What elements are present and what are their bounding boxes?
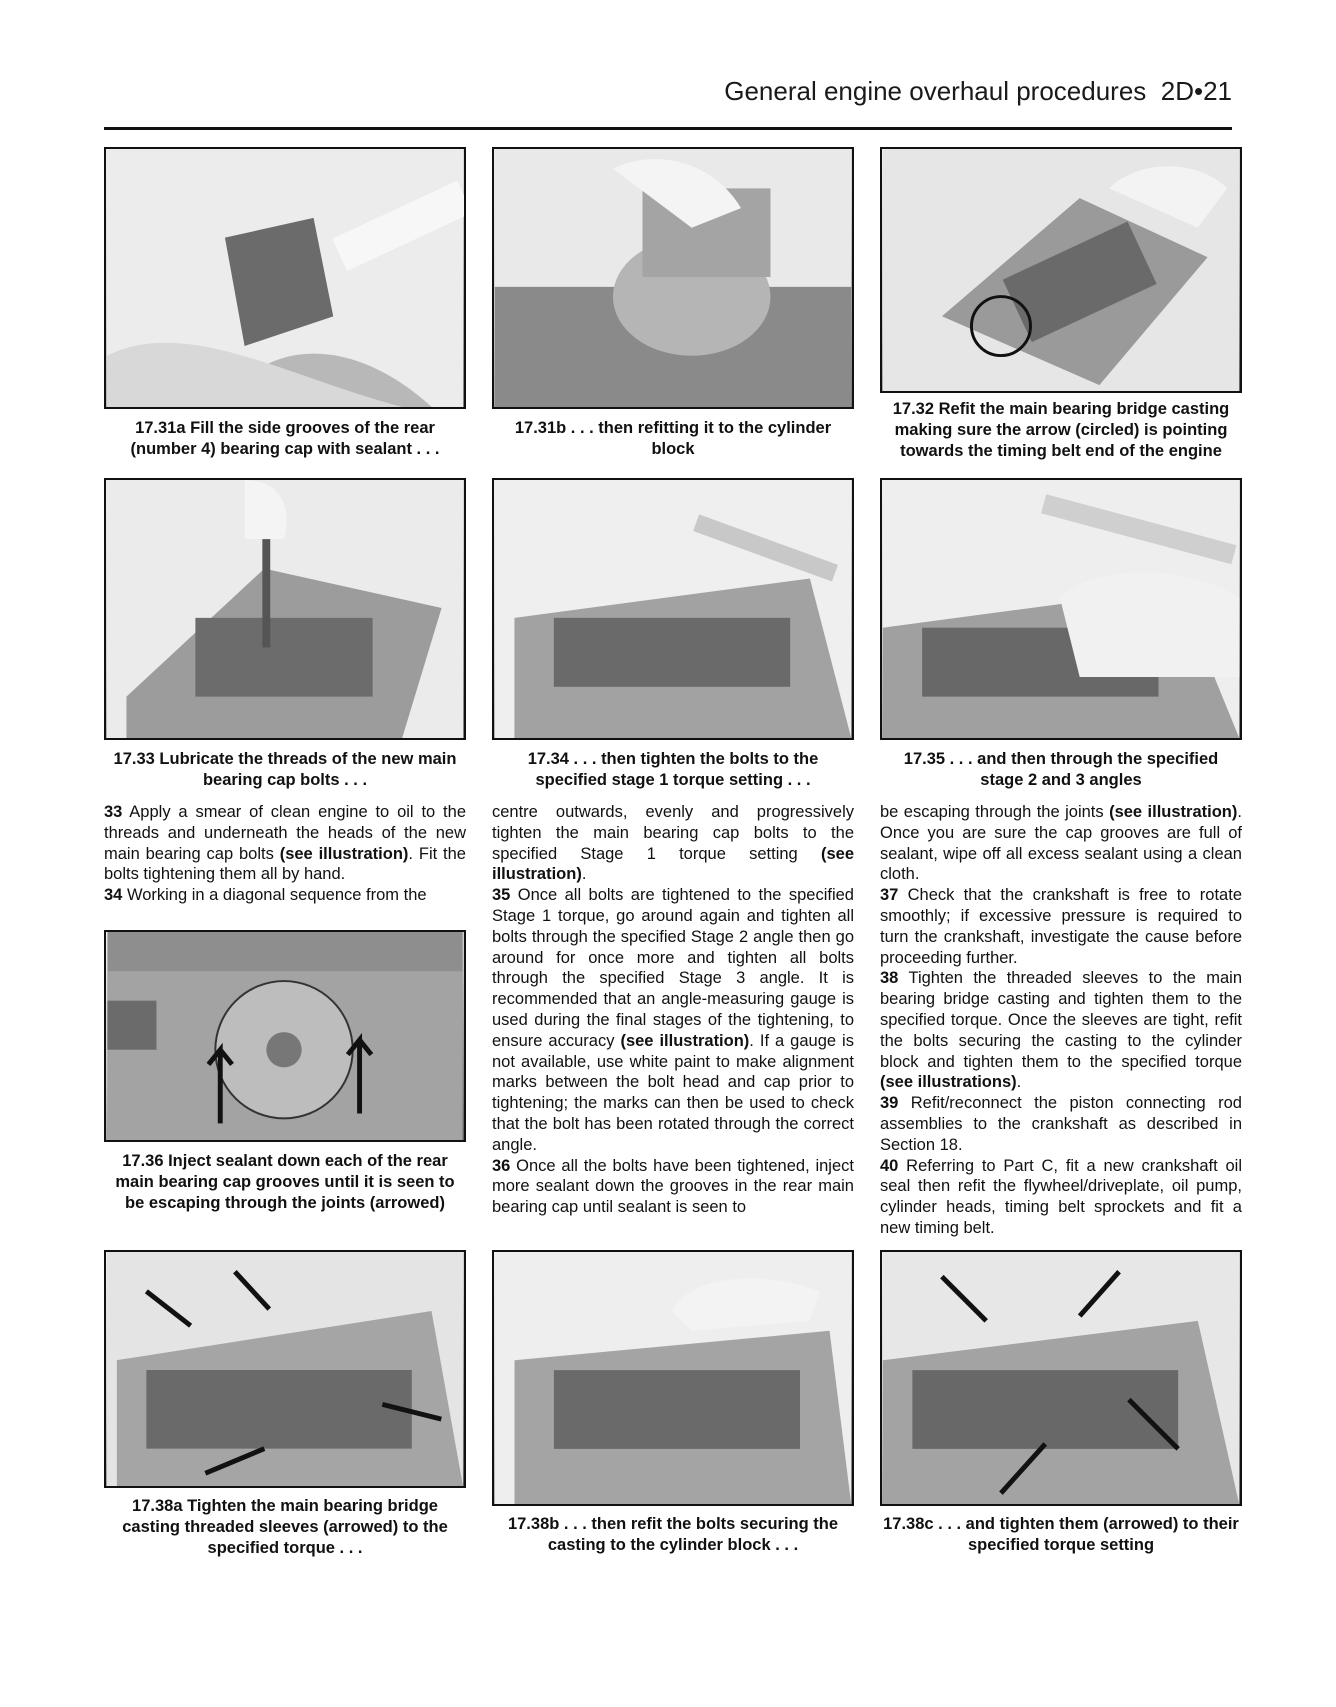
photo-17-38c <box>880 1250 1242 1506</box>
para-35: 35 Once all bolts are tightened to the specified Stage 1 torque, go around again and tighten all bolts through the specified Stage 2 angle then go around for once more and tighten all bolts through the specified Stage 3 angle. It is recommended that an angle-measuring gauge is used during the final stages of the tightening, to ensure accuracy (see illustration). If a gauge is not available, use white paint to make alignment marks between the bolt head and cap prior to tightening; the marks can then be used to check that the bolt has been rotated through the correct angle. <box>492 886 854 1154</box>
photo-17-38c-illustration <box>882 1252 1240 1504</box>
header-page-ref: 2D•21 <box>1160 76 1232 106</box>
photo-17-34-illustration <box>494 480 852 738</box>
caption-17-35: 17.35 . . . and then through the specified stage 2 and 3 angles <box>903 750 1219 789</box>
caption-17-38b: 17.38b . . . then refit the bolts securing the casting to the cylinder block . . . <box>507 1515 839 1554</box>
text-col3 <box>880 802 1242 1239</box>
header-title: General engine overhaul procedures <box>724 76 1147 106</box>
para-36-cont: be escaping through the joints (see illustration). Once you are sure the cap grooves are full of sealant, wipe off all excess sealant using a clean cloth. <box>880 803 1242 884</box>
para-36-start: 36 Once all the bolts have been tightened, inject more sealant down the grooves in the rear main bearing cap until sealant is seen to <box>492 1156 854 1217</box>
caption-17-38a: 17.38a Tighten the main bearing bridge casting threaded sleeves (arrowed) to the specified torque . . . <box>122 1497 448 1557</box>
photo-17-38b-illustration <box>494 1252 852 1504</box>
photo-17-34 <box>492 478 854 740</box>
caption-17-32: 17.32 Refit the main bearing bridge casting making sure the arrow (circled) is pointing towards the timing belt end of the engine <box>892 400 1230 460</box>
photo-17-31b <box>492 147 854 409</box>
photo-17-33-illustration <box>106 480 464 738</box>
header-rule <box>104 127 1232 130</box>
photo-17-33 <box>104 478 466 740</box>
para-34-start: 34 Working in a diagonal sequence from the <box>104 886 427 905</box>
photo-17-38a-illustration <box>106 1252 464 1486</box>
para-39: 39 Refit/reconnect the piston connecting rod assemblies to the crankshaft as described in Section 18. <box>880 1094 1242 1154</box>
photo-17-31b-illustration <box>494 149 852 407</box>
text-col2 <box>492 802 854 1218</box>
caption-17-38c: 17.38c . . . and tighten them (arrowed) to their specified torque setting <box>883 1515 1239 1554</box>
page-header <box>104 70 1232 112</box>
photo-17-38a <box>104 1250 466 1488</box>
photo-17-32-illustration <box>882 149 1240 391</box>
photo-17-36 <box>104 930 466 1142</box>
caption-17-33: 17.33 Lubricate the threads of the new main bearing cap bolts . . . <box>113 750 457 789</box>
photo-17-31a-illustration <box>106 149 464 407</box>
caption-17-34: 17.34 . . . then tighten the bolts to the specified stage 1 torque setting . . . <box>527 750 819 789</box>
para-34-cont: centre outwards, evenly and progressively tighten the main bearing cap bolts to the specified Stage 1 torque setting (see illustration). <box>492 803 854 884</box>
para-38: 38 Tighten the threaded sleeves to the main bearing bridge casting and tighten them to the specified torque. Once the sleeves are tight, refit the bolts securing the casting to the cylinder block and tighten them to the specified torque (see illustrations). <box>880 969 1242 1092</box>
caption-17-36: 17.36 Inject sealant down each of the rear main bearing cap grooves until it is seen to be escaping through the joints (arrowed) <box>115 1152 455 1212</box>
para-40: 40 Referring to Part C, fit a new crankshaft oil seal then refit the flywheel/driveplate, oil pump, cylinder heads, timing belt sprockets and fit a new timing belt. <box>880 1156 1242 1237</box>
caption-17-31b: 17.31b . . . then refitting it to the cylinder block <box>514 419 832 458</box>
photo-17-31a <box>104 147 466 409</box>
para-37: 37 Check that the crankshaft is free to rotate smoothly; if excessive pressure is required to turn the crankshaft, investigate the cause before proceeding further. <box>880 886 1242 967</box>
photo-17-35 <box>880 478 1242 740</box>
photo-17-35-illustration <box>882 480 1240 738</box>
photo-17-38b <box>492 1250 854 1506</box>
photo-17-36-illustration <box>106 932 464 1140</box>
photo-17-32 <box>880 147 1242 393</box>
caption-17-31a: 17.31a Fill the side grooves of the rear (number 4) bearing cap with sealant . . . <box>130 419 440 458</box>
para-33: 33 Apply a smear of clean engine to oil to the threads and underneath the heads of the new main bearing cap bolts (see illustration). Fit the bolts tightening them all by hand. <box>104 803 466 884</box>
text-col1-top <box>104 802 466 906</box>
